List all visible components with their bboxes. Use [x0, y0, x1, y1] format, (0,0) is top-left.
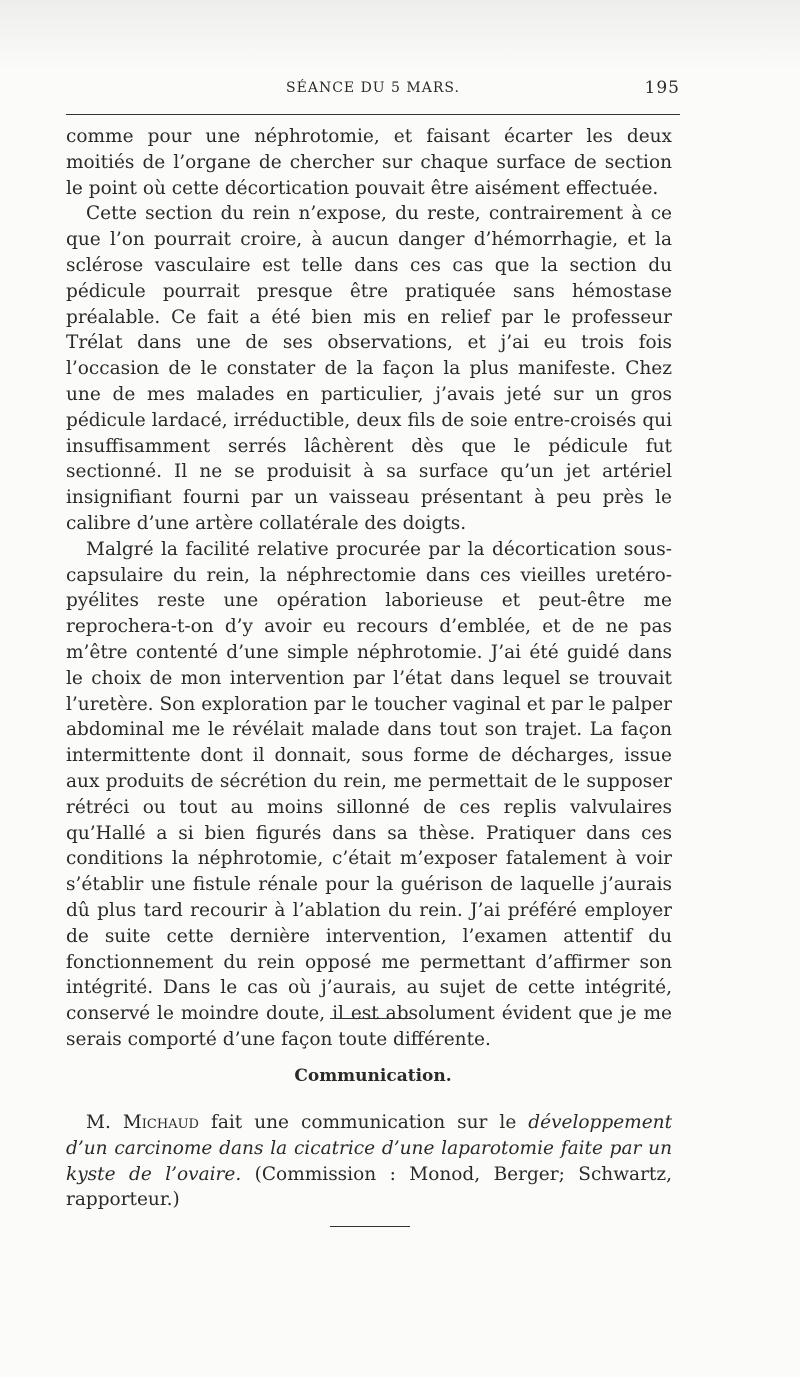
running-header — [66, 80, 680, 104]
paragraph-nephrectomie: Malgré la facilité relative procurée par la décortication sous-capsulaire du rein, la néphrectomie dans ces vieilles uretéro-pyélites reste une opération laborieuse et peut-être me reprochera-t-on d’y avoir eu recours d’emblée, et de ne pas m’être contenté d’une simple néphrotomie. J’ai été guidé dans le choix de mon intervention par l’état dans lequel se trouvait l’uretère. Son exploration par le toucher vaginal et par le palper abdominal me le révélait malade dans tout son trajet. La façon intermittente dont il donnait, sous forme de décharges, issue aux produits de sécrétion du rein, me permettait de le supposer rétréci ou tout au moins sillonné de ces replis valvulaires qu’Hallé a si bien figurés dans sa thèse. Pratiquer dans ces conditions la néphrotomie, c’était m’exposer fatalement à voir s’établir une fistule rénale pour la guérison de laquelle j’aurais dû plus tard recourir à l’ablation du rein. J’ai préféré employer de suite cette dernière intervention, l’examen attentif du fonctionnement du rein opposé me permettant d’affirmer son intégrité. Dans le cas où j’aurais, au sujet de cette intégrité, conservé le moindre doute, il est absolument évident que je me serais comporté d’une façon toute différente. — [66, 538, 672, 1050]
end-rule — [330, 1226, 410, 1227]
communication-text-1: fait une communication sur le — [198, 1112, 529, 1133]
page-top-discoloration — [0, 0, 800, 70]
page-number: 195 — [644, 78, 680, 98]
author-name: Michaud — [122, 1112, 199, 1133]
paragraph-continuation: comme pour une néphrotomie, et faisant écarter les deux moitiés de l’organe de chercher sur chaque surface de section le point où cette décortication pouvait être aisément effectuée. — [66, 126, 672, 199]
communication-title: développement d’un carcinome dans la cicatrice d’une laparotomie faite par un kyste de l’ovaire. — [66, 1112, 672, 1185]
running-title: SÉANCE DU 5 MARS. — [286, 80, 460, 96]
paragraph-section-rein: Cette section du rein n’expose, du reste, contrairement à ce que l’on pourrait croire, à aucun danger d’hémorrhagie, et la sclérose vasculaire est telle dans ces cas que la section du pédicule pourrait presque être pratiquée sans hémostase préalable. Ce fait a été bien mis en relief par le professeur Trélat dans une de ses observations, et j’ai eu trois fois l’occasion de le constater de la façon la plus manifeste. Chez une de mes malades en particulier, j’avais jeté sur un gros pédicule lardacé, irréductible, deux fils de soie entre-croisés qui insuffisamment serrés lâchèrent dès que le pédicule fut sectionné. Il ne se produisit à sa surface qu’un jet artériel insignifiant fourni par un vaisseau présentant à peu près le calibre d’une artère collatérale des doigts. — [66, 203, 672, 534]
separator-rule — [330, 1018, 410, 1019]
body-text — [66, 124, 672, 1053]
communication-text — [66, 1110, 672, 1213]
section-heading: Communication. — [294, 1066, 452, 1086]
header-rule — [66, 114, 680, 115]
communication-paragraph — [66, 1110, 672, 1213]
communication-prefix: M. — [86, 1112, 123, 1133]
communication-commission: (Commission : Monod, Berger; Schwartz, rapporteur.) — [66, 1163, 672, 1211]
